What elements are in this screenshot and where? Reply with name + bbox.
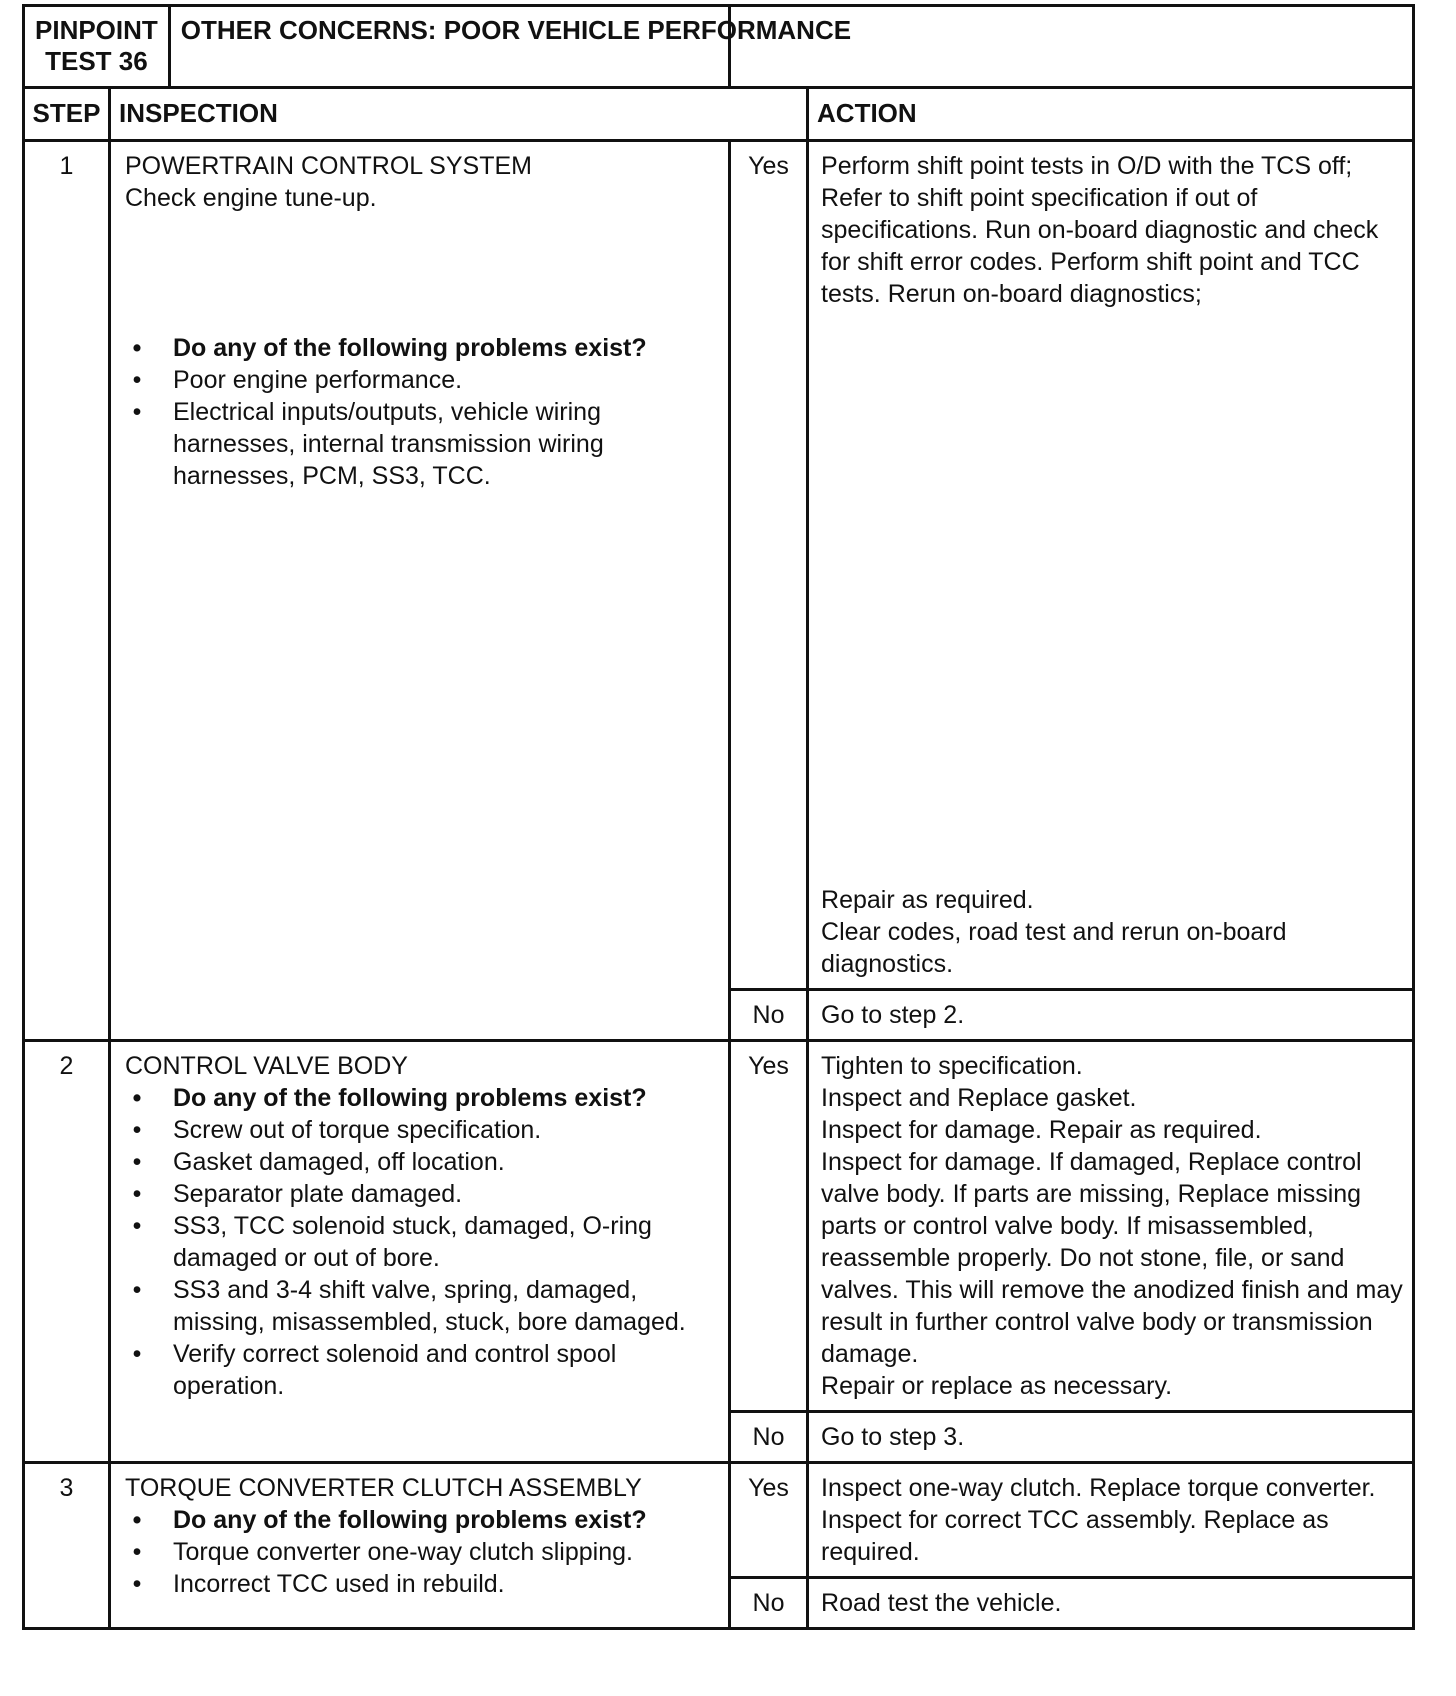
list-item: • Do any of the following problems exist?: [132, 334, 647, 362]
list-item: • Torque converter one-way clutch slipping.: [132, 1538, 633, 1566]
list-item: • Separator plate damaged.: [132, 1180, 463, 1208]
yes-label: Yes: [730, 141, 808, 990]
list-item: • Gasket damaged, off location.: [132, 1148, 505, 1176]
list-item: • SS3 and 3-4 shift valve, spring, damaged, missing, misassembled, stuck, bore damaged.: [132, 1276, 686, 1336]
list-item: • SS3, TCC solenoid stuck, damaged, O-ring damaged or out of bore.: [132, 1212, 652, 1272]
step-problem-list: [125, 1082, 718, 1402]
list-item: • Incorrect TCC used in rebuild.: [132, 1570, 505, 1598]
step-problem-list: [125, 332, 718, 492]
column-header-step: STEP: [24, 88, 110, 141]
yes-label: Yes: [730, 1041, 808, 1412]
yes-action: Perform shift point tests in O/D with the TCS off; Refer to shift point specification if out of specifications. Run on-board diagnostic and check for shift error codes. Perform shift point and TCC tests. Rerun on-board diagnostics; Repair as required. Clear codes, road test and rerun on-board diagnostics.: [808, 141, 1414, 990]
list-item: • Do any of the following problems exist?: [132, 1506, 647, 1534]
step-title: CONTROL VALVE BODY: [125, 1052, 408, 1080]
step-number: 2: [24, 1041, 110, 1463]
column-header-action: ACTION: [808, 88, 1414, 141]
no-action: Road test the vehicle.: [808, 1578, 1414, 1629]
yes-label: Yes: [730, 1463, 808, 1578]
step-inspection: [110, 1463, 730, 1629]
yes-action: Tighten to specification. Inspect and Replace gasket. Inspect for damage. Repair as required. Inspect for damage. If damaged, Replace control valve body. If parts are missing, Replace missing parts or control valve body. If misassembled, reassemble properly. Do not stone, file, or sand valves. This will remove the anodized finish and may result in further control valve body or transmission damage. Repair or replace as necessary.: [808, 1041, 1414, 1412]
list-item: • Electrical inputs/outputs, vehicle wiring harnesses, internal transmission wiring harnesses, PCM, SS3, TCC.: [132, 398, 604, 490]
step-inspection: [110, 141, 730, 1041]
pinpoint-test-sheet: [22, 4, 1412, 1630]
step-number: 1: [24, 141, 110, 1041]
list-item: • Poor engine performance.: [132, 366, 463, 394]
step-subtitle: Check engine tune-up.: [125, 184, 377, 212]
no-label: No: [730, 990, 808, 1041]
no-label: No: [730, 1578, 808, 1629]
step-3-yes-row: [24, 1463, 1414, 1578]
caption-row: [24, 6, 1414, 88]
step-inspection: [110, 1041, 730, 1463]
pinpoint-test-table: [22, 4, 1415, 1630]
test-title: OTHER CONCERNS: POOR VEHICLE PERFORMANCE: [180, 15, 852, 45]
no-action: Go to step 2.: [808, 990, 1414, 1041]
step-title: TORQUE CONVERTER CLUTCH ASSEMBLY: [125, 1474, 642, 1502]
list-item: • Screw out of torque specification.: [132, 1116, 542, 1144]
column-header-row: [24, 88, 1414, 141]
step-number: 3: [24, 1463, 110, 1629]
yes-action: Inspect one-way clutch. Replace torque converter. Inspect for correct TCC assembly. Replace as required.: [808, 1463, 1414, 1578]
step-1-yes-row: [24, 141, 1414, 990]
list-item: • Verify correct solenoid and control spool operation.: [132, 1340, 617, 1400]
step-2-yes-row: [24, 1041, 1414, 1412]
column-header-inspection: INSPECTION: [110, 88, 808, 141]
step-title: POWERTRAIN CONTROL SYSTEM: [125, 152, 532, 180]
no-action: Go to step 3.: [808, 1412, 1414, 1463]
test-id: PINPOINT TEST 36: [25, 7, 171, 86]
no-label: No: [730, 1412, 808, 1463]
step-problem-list: [125, 1504, 718, 1600]
list-item: • Do any of the following problems exist?: [132, 1084, 647, 1112]
